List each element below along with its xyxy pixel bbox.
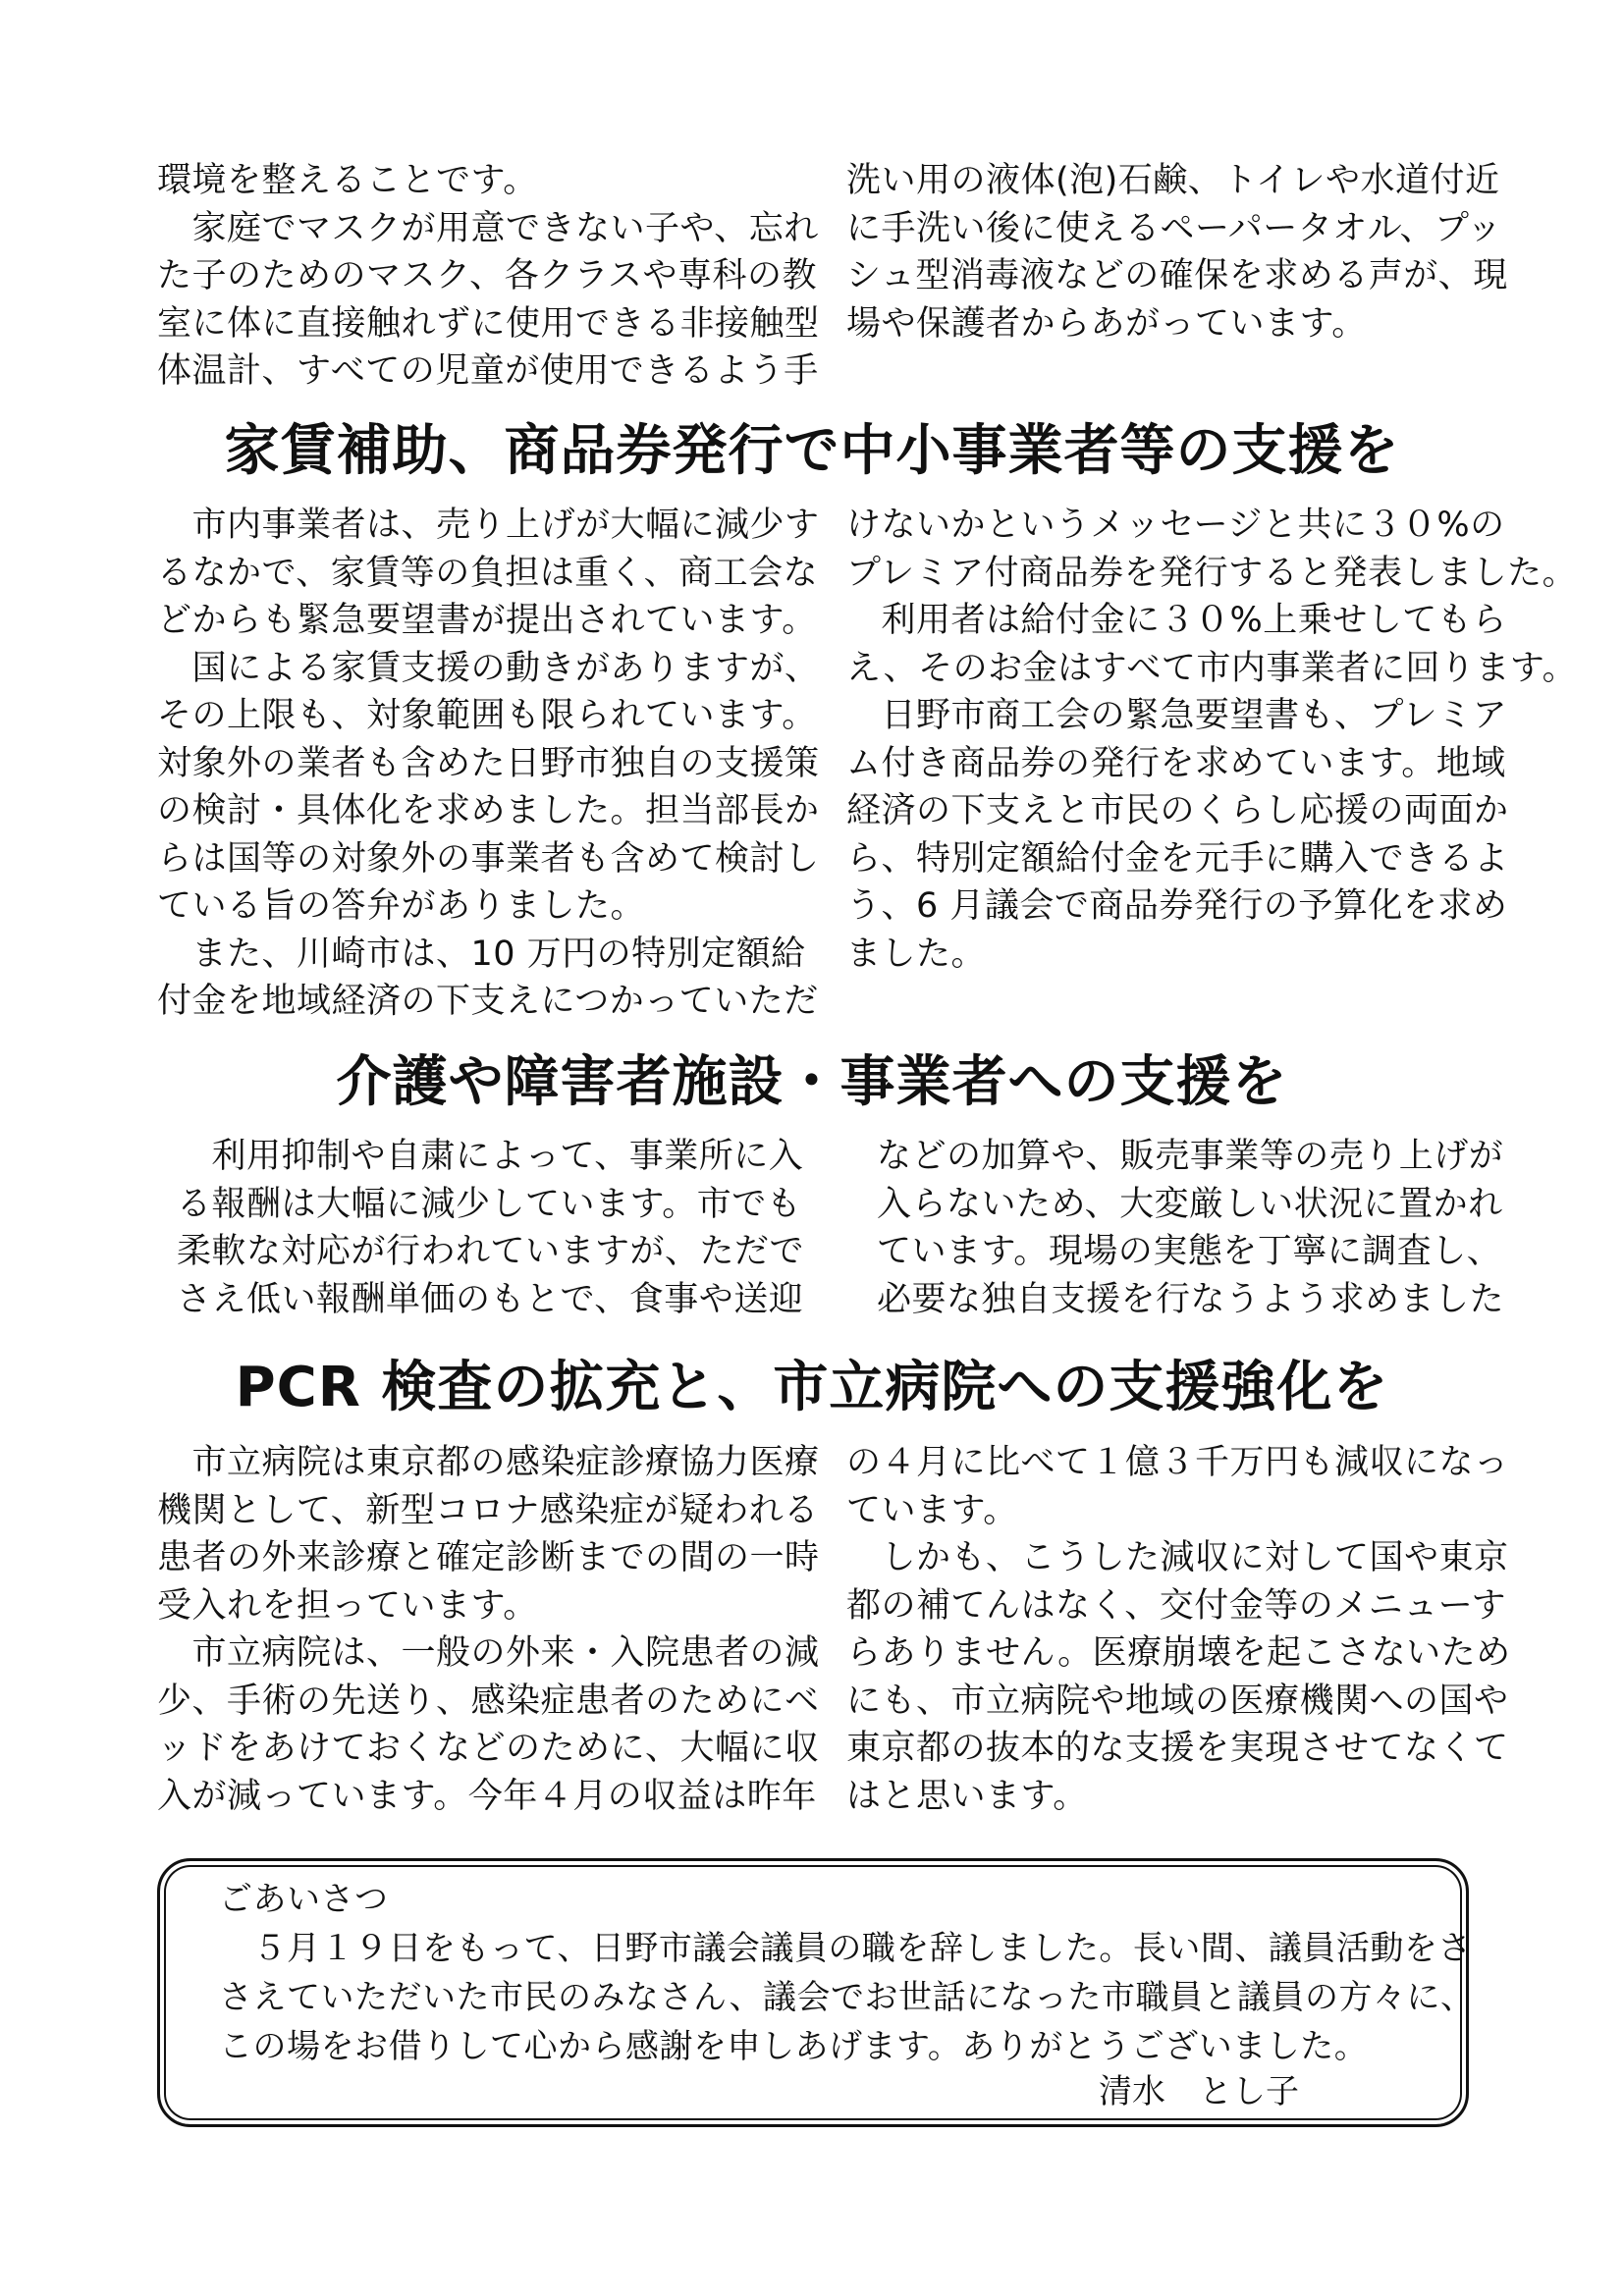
text-line: 柔軟な対応が行われていますが、ただで [177, 1232, 805, 1271]
intro-left-column [157, 157, 820, 396]
text-line: ています。 [846, 1490, 1018, 1530]
text-line: その上限も、対象範囲も限られています。 [157, 696, 817, 735]
text-line: 付金を地域経済の下支えにつかっていただ [157, 982, 819, 1021]
text-line: 市内事業者は、売り上げが大幅に減少す [157, 506, 820, 545]
text-line: けないかというメッセージと共に３０%の [846, 506, 1505, 545]
text-line: ッドをあけておくなどのために、大幅に収 [157, 1729, 820, 1768]
section-pcr-hospital-left-column [157, 1439, 820, 1820]
text-line: 少、手術の先送り、感染症患者のためにベ [157, 1681, 820, 1721]
text-line: 市立病院は、一般の外来・入院患者の減 [157, 1633, 820, 1673]
text-line: 入が減っています。今年４月の収益は昨年 [157, 1776, 817, 1816]
section-rent-subsidy-left-column [157, 502, 820, 1026]
text-line: る報酬は大幅に減少しています。市でも [177, 1184, 802, 1224]
text-line: 環境を整えることです。 [157, 161, 538, 200]
text-line: らは国等の対象外の事業者も含めて検討し [157, 838, 820, 879]
text-line: 受入れを担っています。 [157, 1585, 538, 1626]
text-line: え、そのお金はすべて市内事業者に回ります。 [846, 648, 1578, 688]
greeting-signature: 清水 とし子 [1099, 2072, 1299, 2111]
text-line: るなかで、家賃等の負担は重く、商工会な [157, 553, 819, 593]
text-line: 日野市商工会の緊急要望書も、プレミア [846, 696, 1508, 735]
text-line: ています。現場の実態を丁寧に調査し、 [877, 1232, 1502, 1271]
text-line: 市立病院は東京都の感染症診療協力医療 [157, 1443, 820, 1482]
text-line: 場や保護者からあがっています。 [846, 303, 1367, 344]
text-line: ５月１９日をもって、日野市議会議員の職を辞しました。長い間、議員活動をさ [219, 1929, 1472, 1968]
text-line: 必要な独自支援を行なうよう求めました [877, 1279, 1505, 1319]
section-rent-subsidy-right-column [846, 502, 1578, 978]
text-line: らありません。医療崩壊を起こさないため [846, 1633, 1511, 1673]
text-line: 入らないため、大変厳しい状況に置かれ [877, 1184, 1503, 1224]
text-line: の４月に比べて１億３千万円も減収になっ [846, 1443, 1509, 1482]
text-line: ム付き商品券の発行を求めています。地域 [846, 743, 1506, 783]
text-line: はと思います。 [846, 1776, 1088, 1816]
greeting-title: ごあいさつ [219, 1880, 389, 1919]
text-line: にも、市立病院や地域の医療機関への国や [846, 1681, 1509, 1721]
text-line: 室に体に直接触れずに使用できる非接触型 [157, 303, 820, 344]
text-line: 経済の下支えと市民のくらし応援の両面か [846, 791, 1509, 830]
text-line: 都の補てんはなく、交付金等のメニューす [846, 1585, 1507, 1626]
text-line: しかも、こうした減収に対して国や東京 [846, 1538, 1509, 1577]
text-line: 患者の外来診療と確定診断までの間の一時 [157, 1538, 820, 1577]
text-line: に手洗い後に使えるペーパータオル、プッ [846, 208, 1502, 248]
section-heading-pcr-hospital: PCR 検査の拡充と、市立病院への支援強化を [235, 1356, 1389, 1419]
section-heading-care-support: 介護や障害者施設・事業者への支援を [336, 1050, 1288, 1114]
text-line: シュ型消毒液などの確保を求める声が、現 [846, 256, 1508, 295]
text-line: 家庭でマスクが用意できない子や、忘れ [157, 208, 819, 248]
text-line: さえていただいた市民のみなさん、議会でお世話になった市職員と議員の方々に、 [219, 1978, 1475, 2017]
text-line: 利用者は給付金に３０%上乗せしてもら [846, 601, 1507, 640]
text-line: 体温計、すべての児童が使用できるよう手 [157, 351, 819, 391]
text-line: う、6 月議会で商品券発行の予算化を求め [846, 886, 1508, 926]
text-line: た子のためのマスク、各クラスや専科の教 [157, 256, 818, 295]
text-line: プレミア付商品券を発行すると発表しました。 [846, 553, 1578, 593]
greeting-box [157, 1858, 1475, 2127]
text-line: ら、特別定額給付金を元手に購入できるよ [846, 838, 1509, 879]
text-line: 利用抑制や自粛によって、事業所に入 [177, 1137, 804, 1176]
text-line: また、川崎市は、10 万円の特別定額給 [157, 934, 806, 974]
section-care-support-right-column [877, 1133, 1525, 1323]
text-line: 機関として、新型コロナ感染症が疑われる [157, 1490, 819, 1530]
section-pcr-hospital-right-column [846, 1439, 1524, 1820]
text-line: 国による家賃支援の動きがありますが、 [157, 648, 820, 688]
greeting-body [219, 1875, 1475, 2071]
text-line: ました。 [846, 934, 987, 974]
text-line: 東京都の抜本的な支援を実現させてなくて [846, 1729, 1509, 1768]
text-line: どからも緊急要望書が提出されています。 [157, 601, 817, 640]
intro-right-column [846, 157, 1524, 347]
section-care-support-left-column [177, 1133, 805, 1323]
text-line: の検討・具体化を求めました。担当部長か [157, 791, 820, 830]
text-line: ている旨の答弁がありました。 [157, 886, 646, 926]
text-line: などの加算や、販売事業等の売り上げが [877, 1137, 1504, 1176]
text-line: この場をお借りして心から感謝を申しあげます。ありがとうございました。 [219, 2027, 1369, 2066]
text-line: 対象外の業者も含めた日野市独自の支援策 [157, 743, 820, 783]
section-heading-rent-subsidy: 家賃補助、商品券発行で中小事業者等の支援を [224, 419, 1400, 483]
text-line: 洗い用の液体(泡)石鹸、トイレや水道付近 [846, 161, 1500, 200]
text-line: さえ低い報酬単価のもとで、食事や送迎 [177, 1279, 804, 1319]
